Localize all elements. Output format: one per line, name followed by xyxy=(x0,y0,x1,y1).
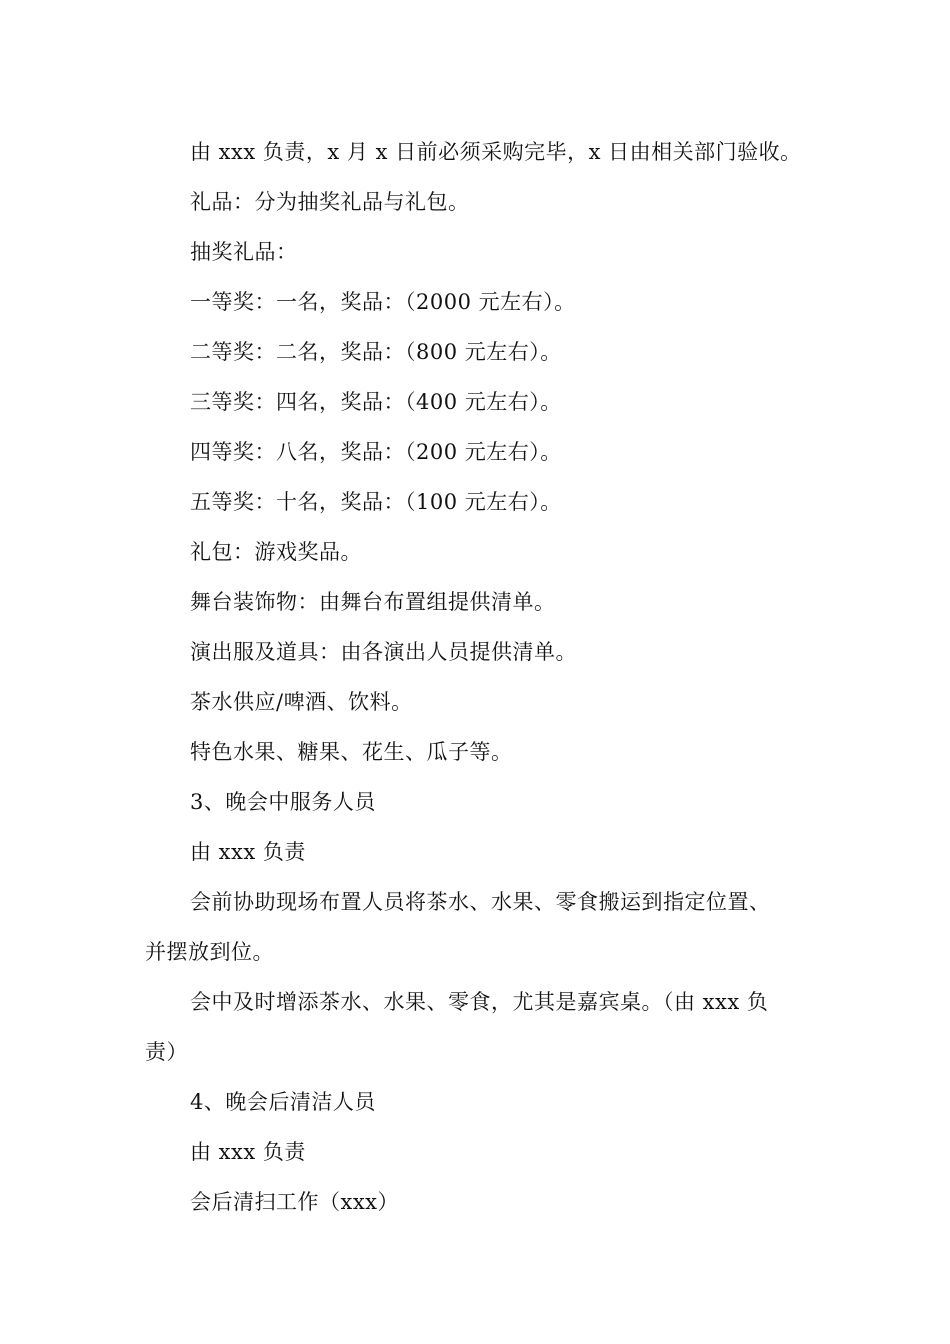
paragraph-during-event-duty: 会中及时增添茶水、水果、零食，尤其是嘉宾桌。（由 xxx 负 xyxy=(190,990,769,1014)
paragraph-second-prize: 二等奖：二名，奖品：（800 元左右）。 xyxy=(190,340,562,364)
paragraph-costumes: 演出服及道具：由各演出人员提供清单。 xyxy=(190,640,577,664)
paragraph-pre-event-duty-continued: 并摆放到位。 xyxy=(145,940,274,964)
paragraph-procurement: 由 xxx 负责，x 月 x 日前必须采购完毕，x 日由相关部门验收。 xyxy=(190,140,802,164)
paragraph-during-event-duty-continued: 责） xyxy=(145,1040,188,1064)
paragraph-service-owner: 由 xxx 负责 xyxy=(190,840,306,864)
paragraph-stage-decor: 舞台装饰物：由舞台布置组提供清单。 xyxy=(190,590,556,614)
paragraph-cleanup-work: 会后清扫工作（xxx） xyxy=(190,1190,400,1214)
paragraph-drinks: 茶水供应/啤酒、饮料。 xyxy=(190,690,413,714)
paragraph-third-prize: 三等奖：四名，奖品：（400 元左右）。 xyxy=(190,390,562,414)
paragraph-gifts: 礼品：分为抽奖礼品与礼包。 xyxy=(190,190,470,214)
paragraph-snacks: 特色水果、糖果、花生、瓜子等。 xyxy=(190,740,513,764)
paragraph-pre-event-duty: 会前协助现场布置人员将茶水、水果、零食搬运到指定位置、 xyxy=(190,890,771,914)
paragraph-fifth-prize: 五等奖：十名，奖品：（100 元左右）。 xyxy=(190,490,562,514)
paragraph-gift-packs: 礼包：游戏奖品。 xyxy=(190,540,362,564)
section-heading-service-staff: 3、晚会中服务人员 xyxy=(190,790,376,814)
section-heading-cleaning-staff: 4、晚会后清洁人员 xyxy=(190,1090,376,1114)
paragraph-lottery-gifts: 抽奖礼品： xyxy=(190,240,298,264)
paragraph-cleaning-owner: 由 xxx 负责 xyxy=(190,1140,306,1164)
paragraph-fourth-prize: 四等奖：八名，奖品：（200 元左右）。 xyxy=(190,440,562,464)
paragraph-first-prize: 一等奖：一名，奖品：（2000 元左右）。 xyxy=(190,290,576,314)
